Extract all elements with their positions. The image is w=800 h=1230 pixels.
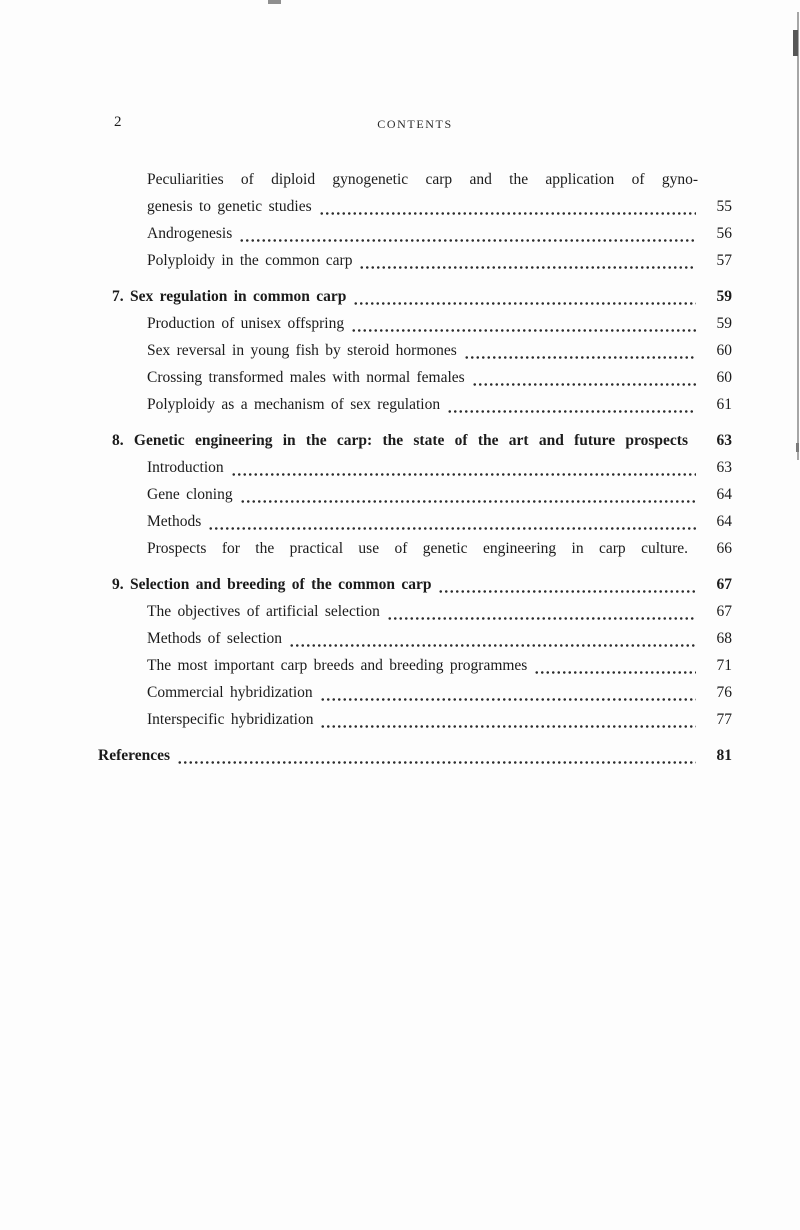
contents-header: CONTENTS: [377, 117, 453, 131]
dot-leader: [359, 266, 696, 269]
toc-entry: [98, 652, 732, 679]
toc-entry-page: 60: [716, 369, 732, 386]
toc-entry-page: 63: [716, 432, 732, 449]
toc-entry: [98, 679, 732, 706]
toc-entry-line: [98, 391, 732, 418]
toc-entry: [98, 571, 732, 598]
scan-artifact-edge-dash: [796, 443, 799, 452]
toc-entry: [98, 742, 732, 769]
dot-leader: [240, 500, 696, 503]
toc-entry-line: [98, 598, 732, 625]
toc-entry-page: 77: [716, 711, 732, 728]
toc-entry-title: Polyploidy as a mechanism of sex regulation: [147, 396, 441, 413]
toc-entry-title: Methods of selection: [147, 630, 283, 647]
toc-entry-title: 7. Sex regulation in common carp: [112, 288, 347, 305]
toc-entry: [98, 427, 732, 454]
toc-entry-page: 57: [716, 252, 732, 269]
toc-entry: [98, 535, 732, 562]
toc-entry-title: Commercial hybridization: [147, 684, 313, 701]
dot-leader: [208, 527, 696, 530]
toc-entry-title: genesis to genetic studies: [147, 198, 312, 215]
toc-entry-title: Methods: [147, 513, 202, 530]
toc-entry-page: 66: [716, 540, 732, 557]
toc-entry-page: 81: [716, 747, 732, 764]
toc-entry-line: [98, 535, 732, 562]
toc-entry-line: [98, 337, 732, 364]
toc-entry-line: [98, 427, 732, 454]
toc-entry: [98, 337, 732, 364]
toc-entry-page: 68: [716, 630, 732, 647]
scan-artifact-edge-line: [797, 12, 799, 460]
toc-entry-title: References: [98, 747, 171, 764]
toc-entry-title: Androgenesis: [147, 225, 233, 242]
toc-entry-line: [98, 454, 732, 481]
toc-entry-line: [98, 508, 732, 535]
toc-entry-title: Production of unisex offspring: [147, 315, 345, 332]
scan-artifact-edge-blob: [793, 30, 798, 56]
dot-leader: [320, 698, 696, 701]
toc-entry-page: 67: [716, 576, 732, 593]
toc-entry-line: [98, 220, 732, 247]
toc-entry: [98, 454, 732, 481]
toc-entry: [98, 220, 732, 247]
toc-entry-page: 67: [716, 603, 732, 620]
toc-entry-page: 60: [716, 342, 732, 359]
toc-entry-page: 59: [716, 315, 732, 332]
toc-entry: [98, 310, 732, 337]
dot-leader: [289, 644, 696, 647]
toc-entry-title: The objectives of artificial selection: [147, 603, 380, 620]
dot-leader: [464, 356, 696, 359]
dot-leader: [320, 725, 696, 728]
toc-entry-line: [98, 247, 732, 274]
toc-entry: [98, 508, 732, 535]
dot-leader: [239, 239, 696, 242]
toc-entry: [98, 706, 732, 733]
toc-list: [98, 166, 732, 769]
toc-entry-page: 64: [716, 486, 732, 503]
toc-entry-title: Gene cloning: [147, 486, 233, 503]
toc-entry-line: [98, 706, 732, 733]
toc-entry-page: 63: [716, 459, 732, 476]
dot-leader: [387, 617, 696, 620]
toc-entry-title: 9. Selection and breeding of the common carp: [112, 576, 432, 593]
dot-leader: [438, 590, 696, 593]
toc-entry-line: [98, 652, 732, 679]
toc-entry: [98, 598, 732, 625]
dot-leader: [353, 302, 696, 305]
toc-entry-title: The most important carp breeds and breeding programmes: [147, 657, 528, 674]
toc-entry-page: 61: [716, 396, 732, 413]
toc-entry-line: [98, 310, 732, 337]
toc-entry-line: [98, 283, 732, 310]
toc-entry: [98, 481, 732, 508]
toc-entry-title: Crossing transformed males with normal females: [147, 369, 465, 386]
dot-leader: [447, 410, 696, 413]
toc-entry-page: 71: [716, 657, 732, 674]
toc-entry-page: 64: [716, 513, 732, 530]
toc-entry: [98, 625, 732, 652]
toc-entry: [98, 247, 732, 274]
toc-entry-line: [98, 625, 732, 652]
toc-entry: [98, 391, 732, 418]
dot-leader: [231, 473, 696, 476]
page-number: 2: [114, 114, 122, 130]
running-header: [98, 114, 732, 136]
toc-entry-line: [98, 364, 732, 391]
toc-entry-page: 76: [716, 684, 732, 701]
toc-entry: [98, 166, 732, 220]
toc-entry-title: Interspecific hybridization: [147, 711, 314, 728]
dot-leader: [534, 671, 696, 674]
dot-leader: [177, 761, 696, 764]
toc-entry-line: [98, 481, 732, 508]
toc-entry-page: 55: [716, 198, 732, 215]
dot-leader: [319, 212, 696, 215]
toc-entry-title: Polyploidy in the common carp: [147, 252, 353, 269]
toc-entry: [98, 364, 732, 391]
toc-entry-line: [98, 193, 732, 220]
toc-entry-page: 56: [716, 225, 732, 242]
toc-entry: [98, 283, 732, 310]
toc-entry-wrap-line: Peculiarities of diploid gynogenetic carp and the application of gyno-: [147, 171, 698, 188]
toc-entry-line: [98, 571, 732, 598]
toc-entry-line: [98, 742, 732, 769]
toc-entry-line: [98, 679, 732, 706]
dot-leader: [351, 329, 696, 332]
dot-leader: [472, 383, 696, 386]
toc-entry-title: Prospects for the practical use of genetic engineering in carp culture.: [147, 540, 688, 557]
toc-entry-title: Sex reversal in young fish by steroid hormones: [147, 342, 457, 359]
scan-artifact-top-dash: [268, 0, 281, 4]
toc-entry-title: 8. Genetic engineering in the carp: the state of the art and future prospects: [112, 432, 688, 449]
toc-entry-page: 59: [716, 288, 732, 305]
toc-entry-title: Introduction: [147, 459, 224, 476]
